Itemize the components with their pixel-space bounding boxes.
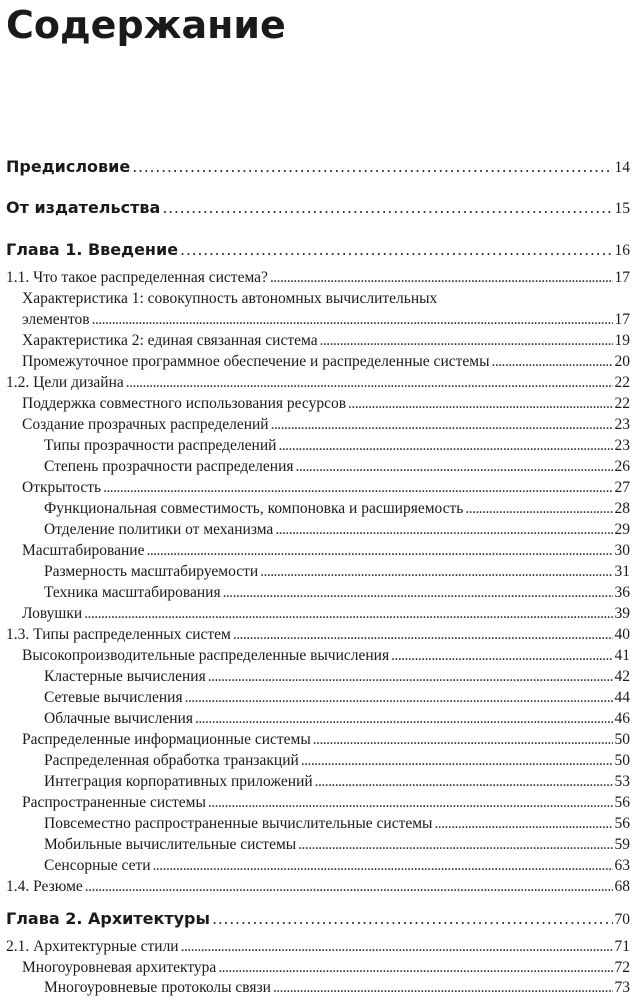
- dot-leader: [391, 646, 612, 662]
- toc-entry-cloud[interactable]: [0, 709, 630, 729]
- toc-entry-title: Функциональная совместимость, компоновка и расширяемость: [44, 500, 464, 517]
- toc-entry-title: Типы прозрачности распределений: [44, 437, 277, 454]
- toc-entry-page: 17: [614, 269, 630, 286]
- dot-leader: [320, 331, 613, 347]
- toc-entry-page: 56: [614, 815, 630, 832]
- toc-entry-page: 39: [614, 605, 630, 622]
- dot-leader: [85, 877, 613, 893]
- toc-entry-transparency-types[interactable]: [0, 436, 630, 456]
- toc-entry-title: Открытость: [22, 479, 102, 496]
- toc-entry-scalability-dimension[interactable]: [0, 562, 630, 582]
- toc-entry-title: Глава 1. Введение: [6, 240, 179, 259]
- toc-entry-page: 14: [614, 159, 630, 176]
- toc-entry-title-line1: Характеристика 1: совокупность автономных вычислительных: [22, 290, 438, 307]
- toc-entry-1-1[interactable]: [0, 268, 630, 288]
- toc-entry-resource-sharing[interactable]: [0, 394, 630, 414]
- dot-leader: [195, 709, 613, 725]
- dot-leader: [126, 373, 613, 389]
- toc-entry-page: 59: [614, 836, 630, 853]
- dot-leader: [301, 751, 613, 767]
- toc-entry-page: 72: [614, 959, 630, 976]
- toc-entry-transparency-degree[interactable]: [0, 457, 630, 477]
- toc-entry-title: Отделение политики от механизма: [44, 521, 274, 538]
- dot-leader: [218, 958, 612, 974]
- toc-entry-policy-mechanism[interactable]: [0, 520, 630, 540]
- toc-entry-chapter-2[interactable]: [0, 909, 630, 930]
- dot-leader: [92, 310, 613, 326]
- dot-leader: [278, 436, 612, 452]
- dot-leader: [181, 937, 613, 953]
- toc-entry-page: 44: [614, 689, 630, 706]
- toc-entry-page: 15: [614, 200, 630, 217]
- toc-entry-1-2[interactable]: [0, 373, 630, 393]
- toc-entry-title: Масштабирование: [22, 542, 145, 559]
- dot-leader: [208, 667, 613, 683]
- toc-entry-page: 31: [614, 563, 630, 580]
- toc-entry-1-4[interactable]: [0, 877, 630, 897]
- toc-entry-characteristic-2[interactable]: [0, 331, 630, 351]
- page-title: Содержание: [6, 3, 286, 47]
- dot-leader: [180, 240, 612, 256]
- toc-entry-page: 46: [614, 710, 630, 727]
- dot-leader: [313, 730, 613, 746]
- toc-entry-title: Создание прозрачных распределений: [22, 416, 269, 433]
- toc-entry-sensor-networks[interactable]: [0, 856, 630, 876]
- toc-entry-grid[interactable]: [0, 688, 630, 708]
- toc-entry-title: Мобильные вычислительные системы: [44, 836, 297, 853]
- toc-entry-page: 63: [614, 857, 630, 874]
- dot-leader: [233, 625, 613, 641]
- toc-entry-page: 71: [614, 938, 630, 955]
- dot-leader: [84, 604, 612, 620]
- toc-entry-title: Характеристика 2: единая связанная система: [22, 332, 318, 349]
- toc-entry-page: 29: [614, 521, 630, 538]
- toc-entry-layered-protocols[interactable]: [0, 978, 630, 998]
- toc-entry-interoperability[interactable]: [0, 499, 630, 519]
- dot-leader: [185, 688, 613, 704]
- toc-entry-layered-architecture[interactable]: [0, 958, 630, 978]
- toc-entry-preface[interactable]: [0, 157, 630, 178]
- toc-entry-page: 42: [614, 668, 630, 685]
- toc-entry-page: 56: [614, 794, 630, 811]
- toc-entry-pitfalls[interactable]: [0, 604, 630, 624]
- toc-entry-cluster[interactable]: [0, 667, 630, 687]
- dot-leader: [162, 198, 612, 214]
- toc-entry-page: 30: [614, 542, 630, 559]
- toc-entry-title: 1.4. Резюме: [6, 878, 83, 895]
- toc-entry-page: 40: [614, 626, 630, 643]
- toc-entry-page: 73: [614, 979, 630, 996]
- toc-entry-page: 20: [614, 353, 630, 370]
- toc-entry-title: 2.1. Архитектурные стили: [6, 938, 179, 955]
- dot-leader: [465, 499, 612, 515]
- toc-entry-page: 41: [614, 647, 630, 664]
- dot-leader: [298, 835, 612, 851]
- toc-entry-page: 68: [614, 878, 630, 895]
- dot-leader: [492, 352, 613, 368]
- toc-entry-publisher-note[interactable]: [0, 198, 630, 219]
- dot-leader: [146, 541, 612, 557]
- toc-entry-distributed-info[interactable]: [0, 730, 630, 750]
- toc-entry-page: 16: [614, 242, 630, 259]
- toc-entry-title: Кластерные вычисления: [44, 668, 206, 685]
- toc-entry-page: 50: [614, 752, 630, 769]
- toc-entry-page: 22: [614, 395, 630, 412]
- dot-leader: [260, 562, 612, 578]
- toc-entry-title: 1.2. Цели дизайна: [6, 374, 124, 391]
- toc-entry-title: Размерность масштабируемости: [44, 563, 259, 580]
- toc-entry-title: Распространенные системы: [22, 794, 206, 811]
- toc-entry-page: 23: [614, 416, 630, 433]
- toc-entry-title: Глава 2. Архитектуры: [6, 909, 210, 928]
- toc-entry-page: 17: [614, 311, 630, 328]
- toc-entry-page: 28: [614, 500, 630, 517]
- dot-leader: [270, 268, 613, 284]
- toc-entry-title: Распределенные информационные системы: [22, 731, 311, 748]
- dot-leader: [296, 457, 613, 473]
- toc-entry-page: 50: [614, 731, 630, 748]
- toc-entry-title: 1.1. Что такое распределенная система?: [6, 269, 268, 286]
- toc-entry-2-1[interactable]: [0, 937, 630, 957]
- dot-leader: [103, 478, 612, 494]
- toc-entry-pervasive[interactable]: [0, 793, 630, 813]
- toc-entry-title: Многоуровневые протоколы связи: [44, 979, 271, 996]
- toc-entry-title: Предисловие: [6, 157, 131, 176]
- toc-entry-scaling[interactable]: [0, 541, 630, 561]
- dot-leader: [275, 520, 612, 536]
- toc-entry-title: Поддержка совместного использования ресурсов: [22, 395, 347, 412]
- toc-entry-page: 53: [614, 773, 630, 790]
- toc-entry-title: Повсеместно распространенные вычислительные системы: [44, 815, 433, 832]
- toc-entry-title: От издательства: [6, 198, 161, 217]
- toc-entry-title: Облачные вычисления: [44, 710, 193, 727]
- toc-entry-title: Высокопроизводительные распределенные вычисления: [22, 647, 390, 664]
- toc-entry-page: 19: [614, 332, 630, 349]
- dot-leader: [212, 909, 613, 925]
- toc-entry-page: 22: [614, 374, 630, 391]
- toc-entry-title: Техника масштабирования: [44, 584, 221, 601]
- toc-entry-title: элементов: [22, 311, 90, 328]
- dot-leader: [315, 772, 613, 788]
- toc-entry-page: 23: [614, 437, 630, 454]
- toc-entry-page: 26: [614, 458, 630, 475]
- dot-leader: [271, 415, 613, 431]
- toc-entry-mobile[interactable]: [0, 835, 630, 855]
- dot-leader: [132, 157, 612, 173]
- toc-entry-title: Многоуровневая архитектура: [22, 959, 217, 976]
- toc-entry-title: Распределенная обработка транзакций: [44, 752, 299, 769]
- toc-entry-title: Промежуточное программное обеспечение и распределенные системы: [22, 353, 490, 370]
- toc-entry-scaling-technique[interactable]: [0, 583, 630, 603]
- toc-entry-ubiquitous[interactable]: [0, 814, 630, 834]
- toc-entry-title: Степень прозрачности распределения: [44, 458, 294, 475]
- toc-entry-hpc[interactable]: [0, 646, 630, 666]
- dot-leader: [273, 978, 613, 994]
- dot-leader: [348, 394, 612, 410]
- dot-leader: [434, 814, 612, 830]
- toc-entry-transactions[interactable]: [0, 751, 630, 771]
- toc-entry-title: Сенсорные сети: [44, 857, 151, 874]
- toc-entry-middleware[interactable]: [0, 352, 630, 372]
- toc-entry-1-3[interactable]: [0, 625, 630, 645]
- toc-entry-title: Интеграция корпоративных приложений: [44, 773, 313, 790]
- toc-entry-openness[interactable]: [0, 478, 630, 498]
- toc-entry-chapter-1[interactable]: [0, 240, 630, 261]
- toc-entry-page: 70: [614, 911, 630, 928]
- dot-leader: [208, 793, 613, 809]
- toc-entry-title: 1.3. Типы распределенных систем: [6, 626, 231, 643]
- toc-entry-transparency[interactable]: [0, 415, 630, 435]
- toc-entry-title: Ловушки: [22, 605, 83, 622]
- toc-entry-enterprise-integration[interactable]: [0, 772, 630, 792]
- toc-entry-page: 36: [614, 584, 630, 601]
- toc-entry-characteristic-1[interactable]: [0, 310, 630, 330]
- toc-entry-title: Сетевые вычисления: [44, 689, 183, 706]
- dot-leader: [153, 856, 613, 872]
- dot-leader: [223, 583, 613, 599]
- toc-entry-page: 27: [614, 479, 630, 496]
